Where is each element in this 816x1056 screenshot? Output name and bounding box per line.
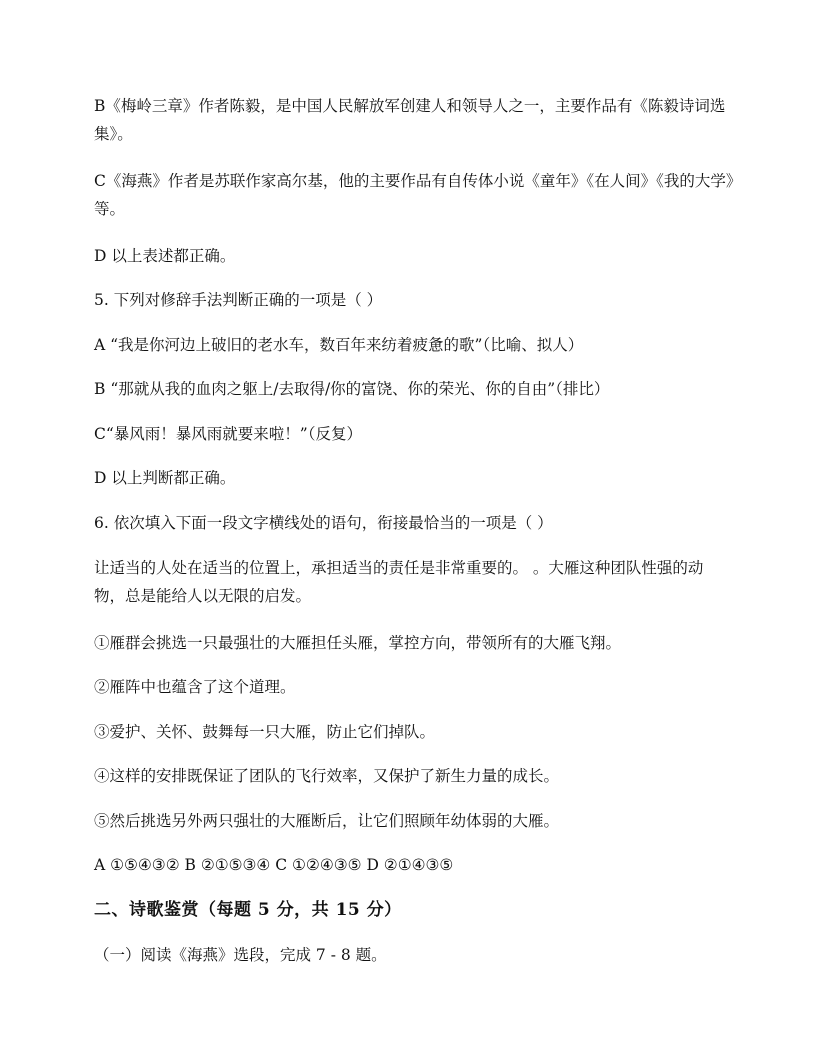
q6-sentence-2: ②雁阵中也蕴含了这个道理。 — [94, 678, 296, 696]
q4-option-d: D 以上表述都正确。 — [94, 247, 236, 265]
q5-option-a: A “我是你河边上破旧的老水车，数百年来纺着疲惫的歌”（比喻、拟人） — [94, 336, 584, 354]
q6-sentence-5: ⑤然后挑选另外两只强壮的大雁断后，让它们照顾年幼体弱的大雁。 — [94, 812, 560, 830]
q6-sentence-4: ④这样的安排既保证了团队的飞行效率，又保护了新生力量的成长。 — [94, 767, 560, 785]
q6-sentence-1: ①雁群会挑选一只最强壮的大雁担任头雁，掌控方向，带领所有的大雁飞翔。 — [94, 634, 622, 652]
q6-passage: 让适当的人处在适当的位置上，承担适当的责任是非常重要的。 。大雁这种团队性强的动物，总是能给人以无限的启发。 — [94, 559, 704, 605]
section-heading-poetry: 二、诗歌鉴赏（每题 5 分，共 15 分） — [94, 900, 402, 920]
q4-option-b: B《梅岭三章》作者陈毅，是中国人民解放军创建人和领导人之一，主要作品有《陈毅诗词选集》。 — [94, 97, 726, 143]
q4-option-c: C《海燕》作者是苏联作家高尔基，他的主要作品有自传体小说《童年》《在人间》《我的大学》等。 — [94, 172, 734, 218]
q6-stem: 6. 依次填入下面一段文字横线处的语句，衔接最恰当的一项是（ ） — [94, 514, 553, 532]
q6-sentence-3: ③爱护、关怀、鼓舞每一只大雁，防止它们掉队。 — [94, 723, 436, 741]
q6-choices: A ①⑤④③② B ②①⑤③④ C ①②④③⑤ D ②①④③⑤ — [94, 856, 454, 874]
q5-option-c: C“暴风雨！暴风雨就要来啦！”（反复） — [94, 425, 362, 443]
q5-option-b: B “那就从我的血肉之躯上/去取得/你的富饶、你的荣光、你的自由”（排比） — [94, 380, 610, 398]
q5-stem: 5. 下列对修辞手法判断正确的一项是（ ） — [94, 291, 383, 309]
q5-option-d: D 以上判断都正确。 — [94, 469, 236, 487]
section-intro: （一）阅读《海燕》选段，完成 7 - 8 题。 — [94, 946, 387, 964]
